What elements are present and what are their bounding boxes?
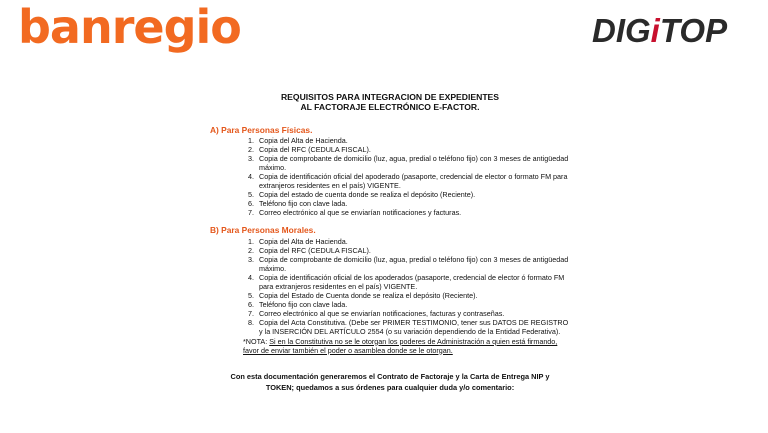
digitop-logo-part2: i bbox=[650, 12, 660, 49]
list-item: 2. Copia del RFC (CEDULA FISCAL). bbox=[256, 145, 570, 154]
list-item: 4. Copia de identificación oficial del apoderado (pasaporte, credencial de elector o formato FM para extranjeros residentes en el país) VIGENTE. bbox=[256, 172, 570, 190]
list-item: 5. Copia del Estado de Cuenta donde se realiza el depósito (Reciente). bbox=[256, 291, 570, 300]
requirements-document bbox=[210, 92, 570, 394]
list-item: 1. Copia del Alta de Hacienda. bbox=[256, 136, 570, 145]
list-item: 6. Teléfono fijo con clave lada. bbox=[256, 300, 570, 309]
list-item: 2. Copia del RFC (CEDULA FISCAL). bbox=[256, 246, 570, 255]
section-b-title: B) Para Personas Morales. bbox=[210, 225, 316, 236]
document-title-line2: AL FACTORAJE ELECTRÓNICO E-FACTOR. bbox=[300, 102, 480, 113]
list-item: 5. Copia del estado de cuenta donde se realiza el depósito (Reciente). bbox=[256, 190, 570, 199]
section-b-list bbox=[210, 237, 570, 336]
list-item: 8. Copia del Acta Constitutiva. (Debe ser PRIMER TESTIMONIO, tener sus DATOS DE REGISTRO y la INSERCIÓN DEL ARTÍCULO 2554 (o su variación dependiendo de la Entidad Federativa). bbox=[256, 318, 570, 336]
digitop-logo-part3: TOP bbox=[659, 12, 728, 49]
digitop-logo-part1: DIG bbox=[592, 12, 651, 49]
list-item: 3. Copia de comprobante de domicilio (luz, agua, predial o teléfono fijo) con 3 meses de antigüedad máximo. bbox=[256, 154, 570, 172]
list-item: 6. Teléfono fijo con clave lada. bbox=[256, 199, 570, 208]
document-title bbox=[210, 92, 570, 113]
section-a-list bbox=[210, 136, 570, 217]
list-item: 1. Copia del Alta de Hacienda. bbox=[256, 237, 570, 246]
list-item: 7. Correo electrónico al que se enviarían notificaciones, facturas y contraseñas. bbox=[256, 309, 570, 318]
list-item: 4. Copia de identificación oficial de los apoderados (pasaporte, credencial de elector ó formato FM para extranjeros residentes en el país) VIGENTE. bbox=[256, 273, 570, 291]
nota-text: Si en la Constitutiva no se le otorgan los poderes de Administración a quien está firmando, favor de enviar también el poder o asamblea donde se le otorgan. bbox=[243, 336, 558, 355]
digitop-logo bbox=[592, 14, 727, 47]
section-personas-fisicas bbox=[210, 125, 570, 218]
section-a-title: A) Para Personas Físicas. bbox=[210, 124, 313, 135]
closing-paragraph bbox=[210, 371, 570, 395]
banregio-logo: banregio bbox=[18, 0, 241, 54]
nota-paragraph bbox=[210, 337, 570, 355]
closing-line2: TOKEN; quedamos a sus órdenes para cualquier duda y/o comentario: bbox=[265, 383, 515, 393]
list-item: 7. Correo electrónico al que se enviarían notificaciones y facturas. bbox=[256, 208, 570, 217]
section-personas-morales bbox=[210, 225, 570, 355]
nota-label: *NOTA: bbox=[243, 336, 268, 346]
closing-line1: Con esta documentación generaremos el Contrato de Factoraje y la Carta de Entrega NIP y bbox=[230, 371, 550, 381]
list-item: 3. Copia de comprobante de domicilio (luz, agua, predial o teléfono fijo) con 3 meses de antigüedad máximo. bbox=[256, 255, 570, 273]
document-title-line1: REQUISITOS PARA INTEGRACION DE EXPEDIENTES bbox=[280, 92, 500, 102]
